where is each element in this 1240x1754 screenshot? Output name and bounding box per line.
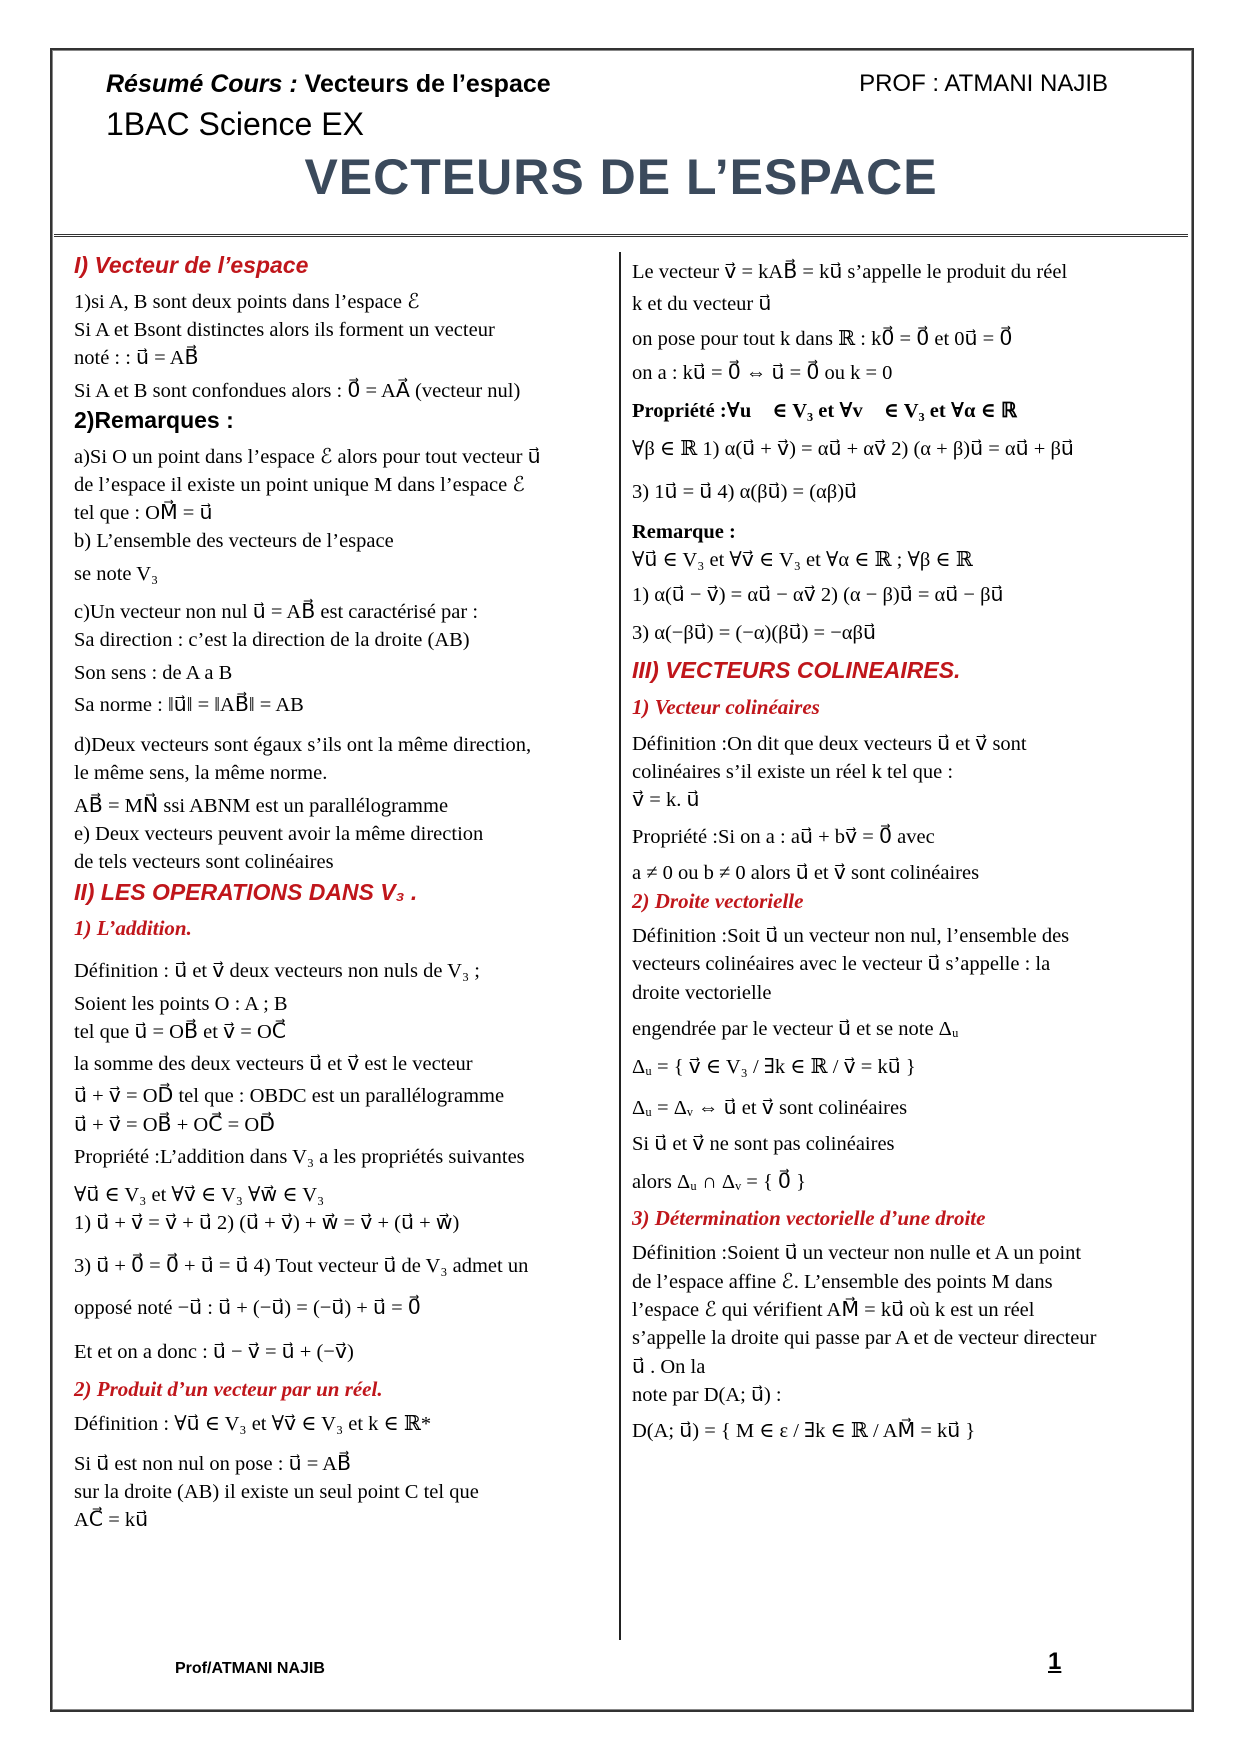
text-line: l’espace ℰ qui vérifient AM⃗ = ku⃗ où k est un réel (632, 1298, 1035, 1321)
section-1-title: I) Vecteur de l’espace (74, 252, 309, 278)
text-line: Si A et B sont confondues alors : 0⃗ = AA⃗ (vecteur nul) (74, 379, 521, 402)
section-3-title: III) VECTEURS COLINEAIRES. (632, 657, 961, 684)
text-line: 3) α(−βu⃗) = (−α)(βu⃗) = −αβu⃗ (632, 621, 876, 644)
text-line: note par D(A; u⃗) : (632, 1383, 782, 1406)
text-line: Sa direction : c’est la direction de la droite (AB) (74, 629, 470, 652)
text-line: on pose pour tout k dans ℝ : k0⃗ = 0⃗ et 0u⃗ = 0⃗ (632, 327, 1013, 350)
text-line: e) Deux vecteurs peuvent avoir la même direction (74, 822, 484, 845)
text-line: sur la droite (AB) il existe un seul point C tel que (74, 1481, 479, 1504)
remark-title: Remarque : (632, 520, 736, 543)
text-line: vecteurs colinéaires avec le vecteur u⃗ s’appelle : la (632, 953, 1051, 976)
text-line: tel que : OM⃗ = u⃗ (74, 502, 213, 525)
text-line: a ≠ 0 ou b ≠ 0 alors u⃗ et v⃗ sont colinéaires (632, 861, 980, 884)
text-line: 1) α(u⃗ − v⃗) = αu⃗ − αv⃗ 2) (α − β)u⃗ = αu⃗ − βu⃗ (632, 583, 1004, 606)
text-line: AB⃗ = MN⃗ ssi ABNM est un parallélogramme (74, 794, 449, 817)
text-line: le même sens, la même norme. (74, 762, 328, 785)
text-line: engendrée par le vecteur u⃗ et se note Δᵤ (632, 1018, 959, 1041)
remarks-title: 2)Remarques : (74, 406, 234, 433)
text-line: de tels vecteurs sont colinéaires (74, 851, 334, 874)
header-prof: PROF : ATMANI NAJIB (859, 70, 1108, 97)
text-line: Δᵤ = Δᵥ ⇔ u⃗ et v⃗ sont colinéaires (632, 1096, 908, 1119)
header-level: 1BAC Science EX (106, 106, 364, 142)
page-title: VECTEURS DE L’ESPACE (304, 149, 938, 205)
text-line: a)Si O un point dans l’espace ℰ alors pour tout vecteur u⃗ (74, 445, 541, 468)
text-line: Propriété :∀u⃗ ∈ V₃ et ∀v⃗ ∈ V₃ et ∀α ∈ ℝ (632, 400, 1018, 423)
text-line: Définition : ∀u⃗ ∈ V₃ et ∀v⃗ ∈ V₃ et k ∈ ℝ* (74, 1412, 432, 1435)
text-line: Définition :On dit que deux vecteurs u⃗ et v⃗ sont (632, 732, 1027, 755)
text-line: Si u⃗ et v⃗ ne sont pas colinéaires (632, 1132, 895, 1155)
text-line: de l’espace affine ℰ. L’ensemble des points M dans (632, 1270, 1053, 1293)
text-line: Propriété :L’addition dans V₃ a les propriétés suivantes (74, 1145, 525, 1168)
text-line: la somme des deux vecteurs u⃗ et v⃗ est le vecteur (74, 1053, 473, 1076)
text-line: 1)si A, B sont deux points dans l’espace ℰ (74, 290, 420, 313)
text-line: on a : ku⃗ = 0⃗ ⇔ u⃗ = 0⃗ ou k = 0 (632, 361, 893, 384)
text-line: 3) u⃗ + 0⃗ = 0⃗ + u⃗ = u⃗ 4) Tout vecteur u⃗ de V₃ admet un (74, 1254, 529, 1277)
text-line: Le vecteur v⃗ = kAB⃗ = ku⃗ s’appelle le produit du réel (632, 261, 1068, 283)
text-line: colinéaires s’il existe un réel k tel que : (632, 761, 954, 784)
text-line: k et du vecteur u⃗ (632, 293, 772, 316)
subject: Vecteurs de l’espace (304, 70, 551, 98)
text-line: Et et on a donc : u⃗ − v⃗ = u⃗ + (−v⃗) (74, 1341, 354, 1364)
text-line: tel que u⃗ = OB⃗ et v⃗ = OC⃗ (74, 1020, 287, 1043)
text-line: Son sens : de A a B (74, 661, 233, 684)
text-line: Sa norme : ‖u⃗‖ = ‖AB⃗‖ = AB (74, 693, 304, 716)
text-line: Si u⃗ est non nul on pose : u⃗ = AB⃗ (74, 1452, 352, 1475)
line-determination-title: 3) Détermination vectorielle d’une droite (632, 1206, 986, 1231)
text-line: opposé noté −u⃗ : u⃗ + (−u⃗) = (−u⃗) + u⃗ = 0⃗ (74, 1297, 421, 1320)
text-line: c)Un vecteur non nul u⃗ = AB⃗ est caractérisé par : (74, 601, 479, 623)
text-line: u⃗ . On la (632, 1355, 706, 1378)
text-line: droite vectorielle (632, 981, 772, 1004)
text-line: b) L’ensemble des vecteurs de l’espace (74, 530, 394, 553)
column-divider (619, 252, 621, 1640)
header-resume (106, 70, 551, 99)
left-column (74, 250, 614, 1535)
text-line: AC⃗ = ku⃗ (74, 1509, 149, 1532)
page-number: 1 (1048, 1648, 1062, 1675)
addition-title: 1) L’addition. (74, 916, 192, 941)
text-line: ∀u⃗ ∈ V₃ et ∀v⃗ ∈ V₃ ∀w⃗ ∈ V₃ (74, 1184, 325, 1207)
text-line: Δᵤ = { v⃗ ∈ V₃ / ∃k ∈ ℝ / v⃗ = ku⃗ } (632, 1056, 916, 1079)
vector-line-title: 2) Droite vectorielle (632, 889, 804, 914)
text-line: v⃗ = k. u⃗ (632, 789, 700, 812)
resume-label: Résumé Cours : (106, 70, 298, 98)
text-line: ∀β ∈ ℝ 1) α(u⃗ + v⃗) = αu⃗ + αv⃗ 2) (α + β)u⃗ = αu⃗ + βu⃗ (632, 438, 1074, 461)
footer-author: Prof/ATMANI NAJIB (175, 1660, 325, 1677)
page-header (54, 52, 1188, 237)
text-line: 1) u⃗ + v⃗ = v⃗ + u⃗ 2) (u⃗ + v⃗) + w⃗ = v⃗ + (u⃗ + w⃗) (74, 1212, 460, 1235)
colinear-title: 1) Vecteur colinéaires (632, 694, 820, 719)
text-line: de l’espace il existe un point unique M dans l’espace ℰ (74, 473, 525, 496)
text-line: u⃗ + v⃗ = OD⃗ tel que : OBDC est un parallélogramme (74, 1085, 505, 1108)
text-line: u⃗ + v⃗ = OB⃗ + OC⃗ = OD⃗ (74, 1113, 275, 1136)
text-line: se note V₃ (74, 562, 159, 585)
text-line: noté : : u⃗ = AB⃗ (74, 347, 199, 370)
text-line: ∀u⃗ ∈ V₃ et ∀v⃗ ∈ V₃ et ∀α ∈ ℝ ; ∀β ∈ ℝ (632, 549, 973, 572)
text-line: d)Deux vecteurs sont égaux s’ils ont la même direction, (74, 734, 532, 757)
text-line: Définition : u⃗ et v⃗ deux vecteurs non nuls de V₃ ; (74, 960, 480, 983)
text-line: Soient les points O : A ; B (74, 992, 288, 1015)
product-title: 2) Produit d’un vecteur par un réel. (74, 1376, 383, 1401)
text-line: Définition :Soient u⃗ un vecteur non nulle et A un point (632, 1242, 1082, 1265)
text-line: Propriété :Si on a : au⃗ + bv⃗ = 0⃗ avec (632, 825, 935, 848)
text-line: D(A; u⃗) = { M ∈ ε / ∃k ∈ ℝ / AM⃗ = ku⃗ } (632, 1420, 976, 1443)
text-line: s’appelle la droite qui passe par A et de vecteur directeur (632, 1327, 1097, 1350)
text-line: alors Δᵤ ∩ Δᵥ = { 0⃗ } (632, 1171, 806, 1194)
text-line: Si A et Bsont distinctes alors ils forment un vecteur (74, 319, 495, 342)
text-line: Définition :Soit u⃗ un vecteur non nul, l’ensemble des (632, 925, 1070, 948)
text-line: 3) 1u⃗ = u⃗ 4) α(βu⃗) = (αβ)u⃗ (632, 480, 858, 503)
right-column (632, 250, 1162, 1445)
section-2-title: II) LES OPERATIONS DANS V₃ . (74, 878, 418, 905)
